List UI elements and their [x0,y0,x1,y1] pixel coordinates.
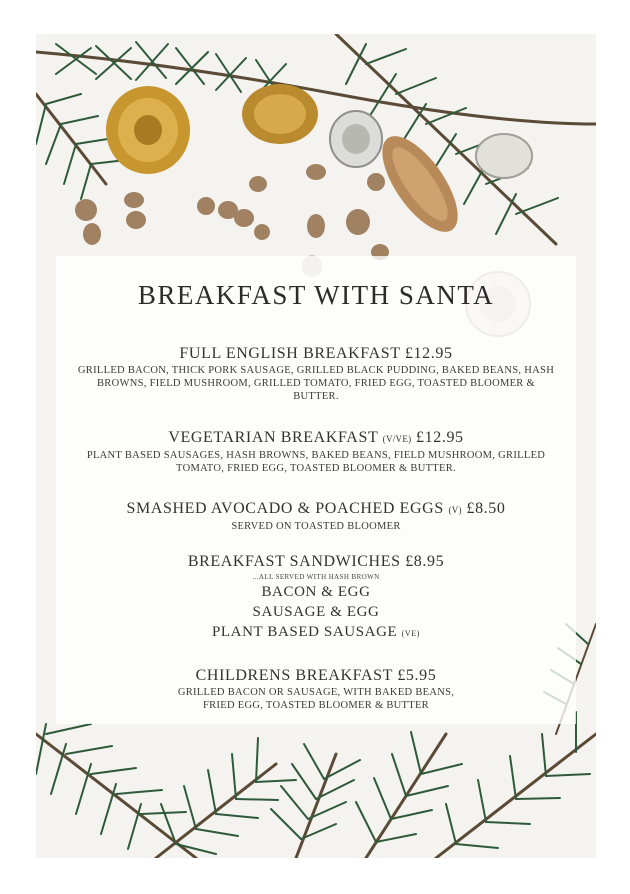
sandwich-option [36,622,596,644]
small-larch-cone-icon [346,209,370,235]
white-pine-cone-icon [330,111,382,167]
dietary-tag: (V/VE) [382,434,412,444]
section-price: £12.95 [404,345,453,362]
section-price: £5.95 [397,667,437,684]
small-larch-cone-icon [126,211,146,229]
section-name: VEGETARIAN BREAKFAST [168,429,379,446]
pine-branch-icon [356,732,462,858]
section-note: ...ALL SERVED WITH HASH BROWN [252,573,380,581]
section-heading [36,428,596,449]
gold-pine-cone-icon [106,86,190,174]
section-description: PLANT BASED SAUSAGES, HASH BROWNS, BAKED BEANS, FIELD MUSHROOM, GRILLED TOMATO, FRIED EGG, TOASTED BLOOMER & BUTTER. [86,450,546,474]
sandwich-option: SAUSAGE & EGG [252,604,380,620]
section-description: GRILLED BACON OR SAUSAGE, WITH BAKED BEANS, FRIED EGG, TOASTED BLOOMER & BUTTER [177,687,455,711]
small-larch-cone-icon [249,176,267,192]
sandwich-option: BACON & EGG [261,584,371,600]
gold-pine-cone-icon [242,84,318,144]
menu-section-childrens [36,666,596,712]
menu-section-avocado [36,499,596,533]
menu-title: BREAKFAST WITH SANTA [137,280,495,310]
small-larch-cone-icon [306,164,326,180]
small-larch-cone-icon [234,209,254,227]
section-price: £8.50 [466,500,506,517]
section-heading [36,344,596,364]
small-larch-cone-icon [254,224,270,240]
pine-branch-icon [156,738,296,858]
small-larch-cone-icon [124,192,144,208]
section-name: BREAKFAST SANDWICHES [187,553,401,570]
menu-section-vegetarian [36,428,596,475]
small-larch-cone-icon [83,223,101,245]
pine-branch-icon [436,712,596,858]
section-name: CHILDRENS BREAKFAST [195,667,393,684]
small-larch-cone-icon [367,173,385,191]
section-name: SMASHED AVOCADO & POACHED EGGS [126,500,444,517]
pine-branch-icon [36,724,196,858]
menu-poster [36,34,596,858]
section-heading [36,499,596,520]
section-description: SERVED ON TOASTED BLOOMER [231,521,401,532]
section-price: £8.95 [405,553,445,570]
dietary-tag: (VE) [401,629,421,638]
pine-branch-icon [271,744,360,858]
white-pine-cone-icon [476,134,532,178]
section-name: FULL ENGLISH BREAKFAST [179,345,401,362]
section-description: GRILLED BACON, THICK PORK SAUSAGE, GRILLED BLACK PUDDING, BAKED BEANS, HASH BROWNS, FIELD MUSHROOM, GRILLED TOMATO, FRIED EGG, TOASTED BLOOMER & BUTTER. [77,365,555,402]
section-price: £12.95 [416,429,464,446]
small-larch-cone-icon [197,197,215,215]
small-larch-cone-icon [75,199,97,221]
option-label: PLANT BASED SAUSAGE [211,624,398,640]
section-heading [36,552,596,572]
dietary-tag: (V) [448,505,462,515]
small-larch-cone-icon [307,214,325,238]
menu-section-sandwiches [36,552,596,644]
menu-panel [56,256,576,724]
section-heading [36,666,596,686]
menu-section-full-english [36,344,596,403]
